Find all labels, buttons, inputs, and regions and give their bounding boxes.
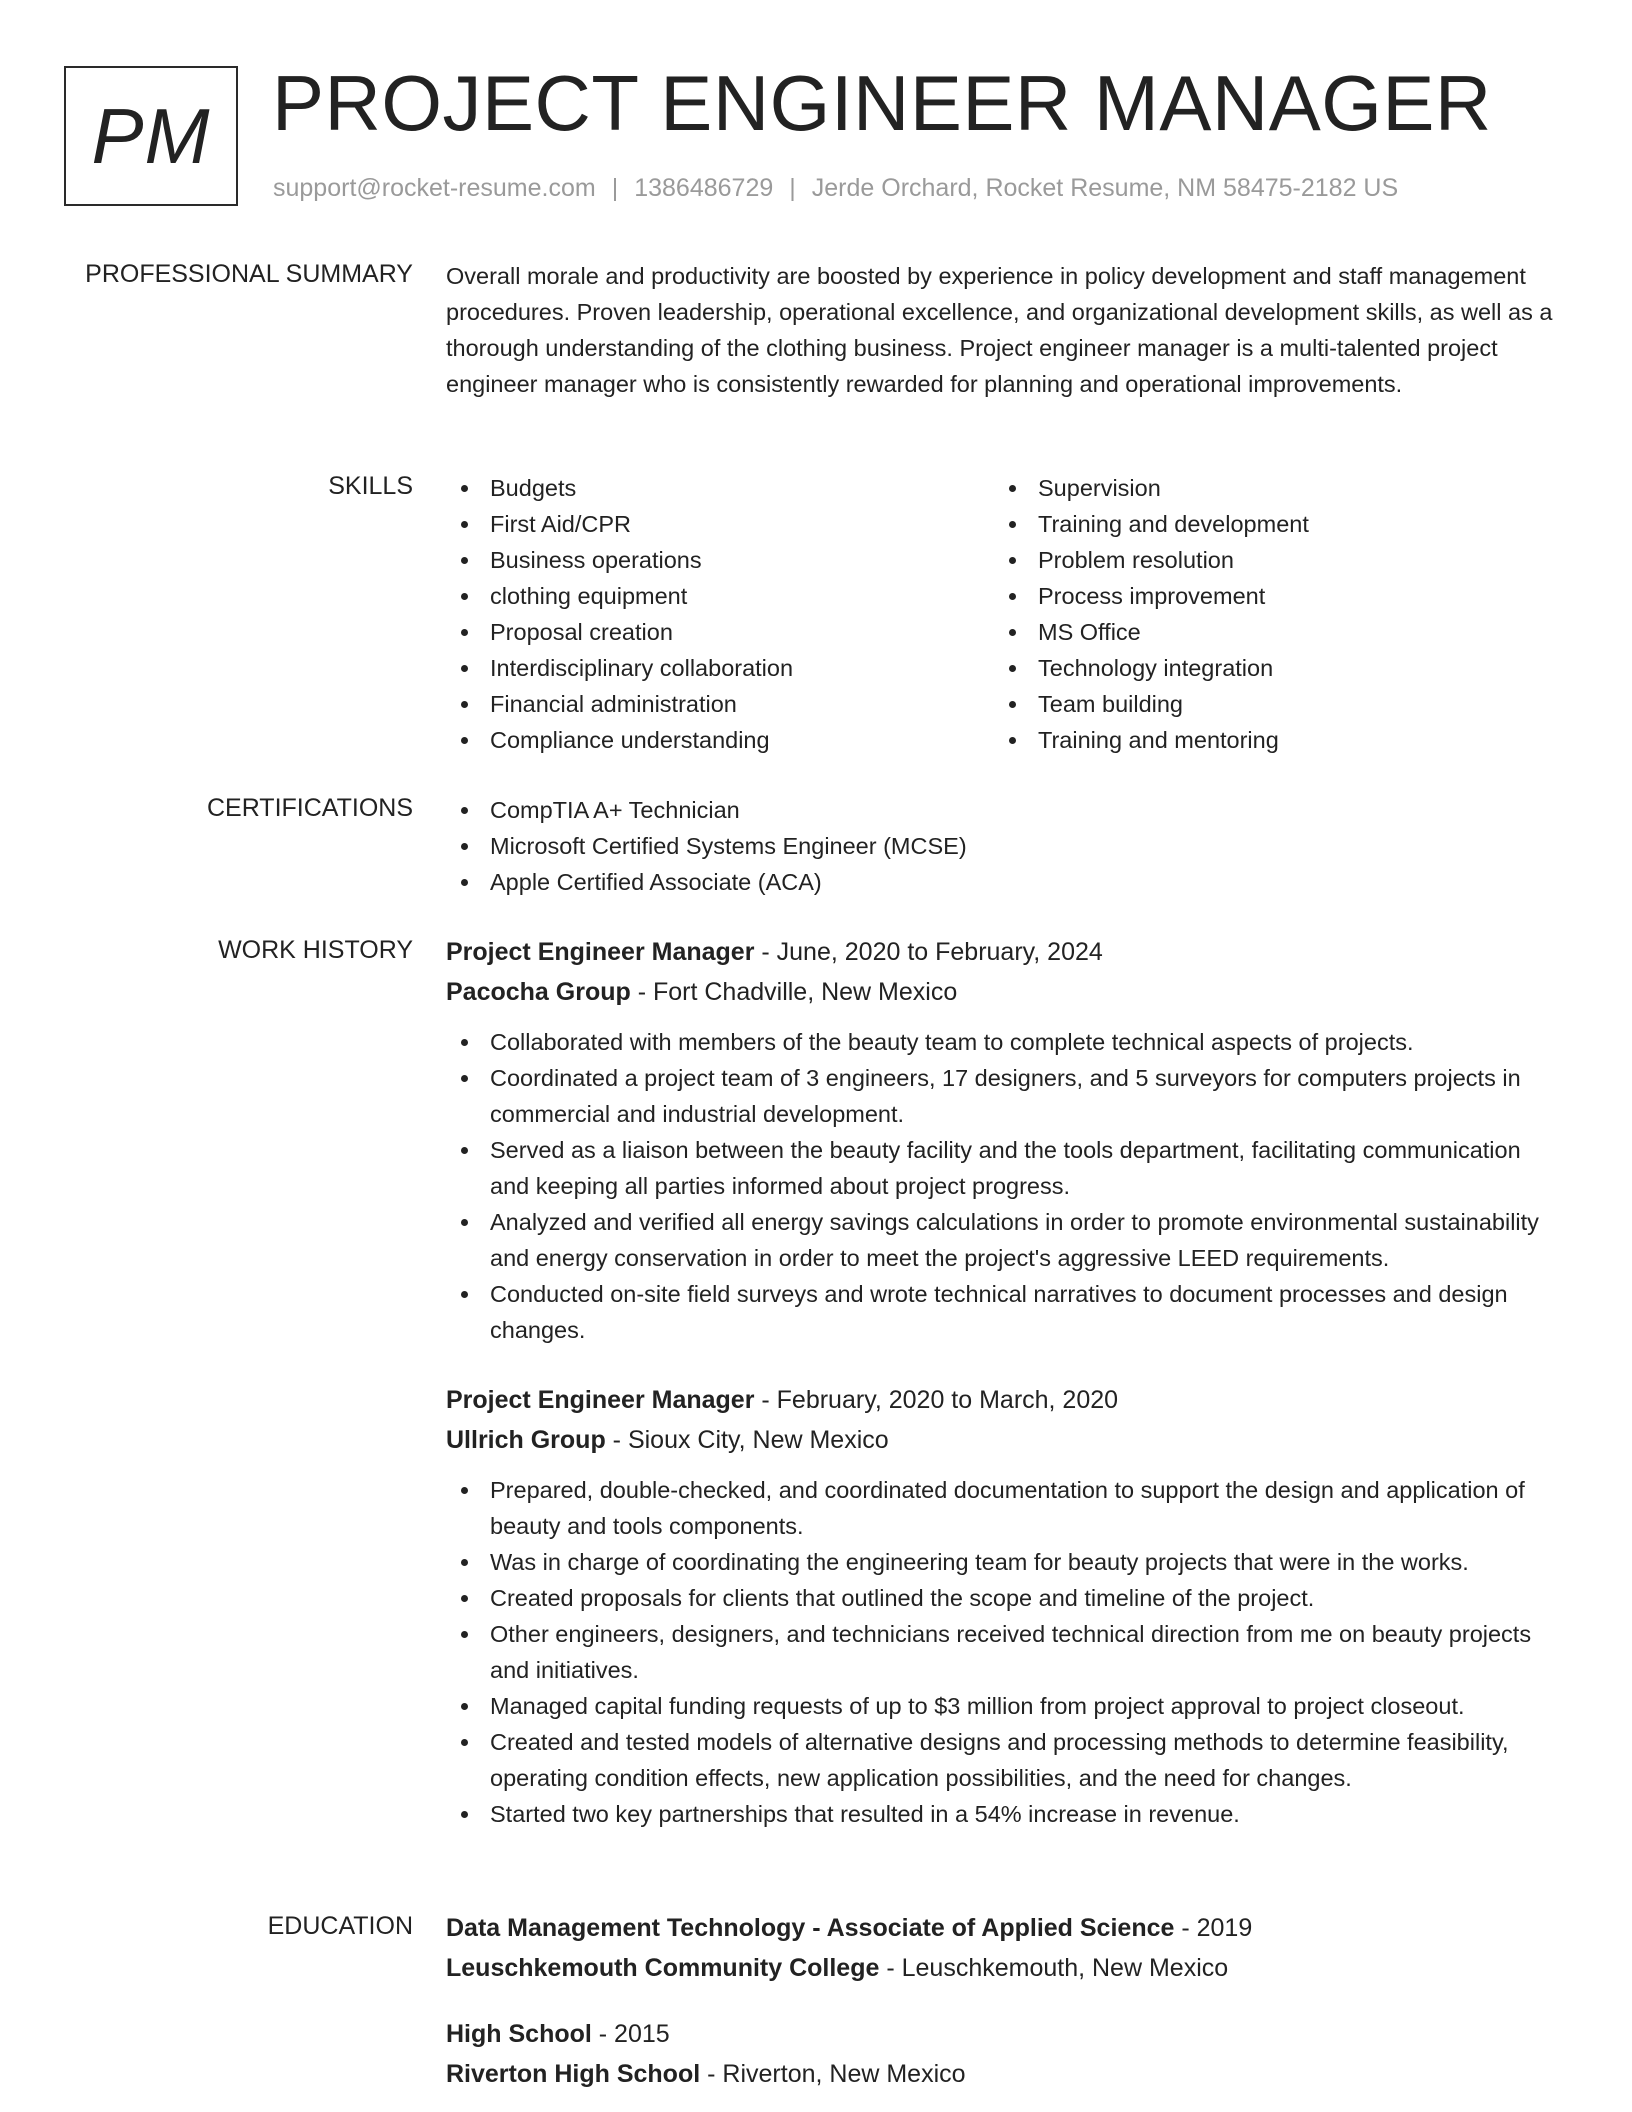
monogram-box [64,66,238,206]
skill-item: Financial administration [446,686,994,722]
certification-item: Apple Certified Associate (ACA) [446,864,1556,900]
skill-item: Proposal creation [446,614,994,650]
contact-line [273,174,1398,203]
job-bullet: Prepared, double-checked, and coordinated documentation to support the design and application of beauty and tools components. [446,1472,1556,1544]
education-degree-line [446,2014,1556,2054]
job-title-line [446,1380,1556,1420]
education-entry [446,2014,1556,2094]
education-year: - 2015 [591,2020,670,2048]
job-company-line [446,972,1556,1012]
education-school: Riverton High School [446,2060,701,2088]
job-location: - Sioux City, New Mexico [605,1426,889,1454]
skill-item: Interdisciplinary collaboration [446,650,994,686]
candidate-name: PROJECT ENGINEER MANAGER [272,59,1492,147]
job-dates: - February, 2020 to March, 2020 [754,1386,1119,1414]
contact-separator: | [789,174,796,202]
job-bullet: Created and tested models of alternative designs and processing methods to determine feasibility, operating condition effects, new application possibilities, and the need for changes. [446,1724,1556,1796]
job-bullet: Managed capital funding requests of up to $3 million from project approval to project closeout. [446,1688,1556,1724]
education-school-line [446,1948,1556,1988]
education-entry [446,1908,1556,1988]
skill-item: clothing equipment [446,578,994,614]
skill-item: Supervision [994,470,1542,506]
job-company: Ullrich Group [446,1426,606,1454]
education-school-line [446,2054,1556,2094]
skill-item: Team building [994,686,1542,722]
job-title: Project Engineer Manager [446,938,755,966]
skill-item: Process improvement [994,578,1542,614]
section-label-summary: PROFESSIONAL SUMMARY [85,260,413,288]
certifications-content [446,792,1556,900]
skills-content [446,470,1556,758]
contact-address: Jerde Orchard, Rocket Resume, NM 58475-2182 US [811,174,1399,202]
skill-item: Training and mentoring [994,722,1542,758]
education-location: - Leuschkemouth, New Mexico [879,1954,1229,1982]
skill-item: Training and development [994,506,1542,542]
education-content [446,1908,1556,2106]
job-bullet: Created proposals for clients that outlined the scope and timeline of the project. [446,1580,1556,1616]
job-bullets [446,1024,1556,1348]
work-history-content [446,932,1556,1832]
job-title-line [446,932,1556,972]
certifications-list [446,792,1556,900]
job-bullet: Collaborated with members of the beauty team to complete technical aspects of projects. [446,1024,1556,1060]
contact-phone: 1386486729 [634,174,774,202]
job-entry [446,932,1556,1348]
monogram-initials: PM [91,91,211,180]
job-title: Project Engineer Manager [446,1386,755,1414]
job-dates: - June, 2020 to February, 2024 [754,938,1103,966]
education-degree: High School [446,2020,592,2048]
education-school: Leuschkemouth Community College [446,1954,880,1982]
job-bullet: Was in charge of coordinating the engineering team for beauty projects that were in the works. [446,1544,1556,1580]
contact-email: support@rocket-resume.com [273,174,596,202]
skill-item: First Aid/CPR [446,506,994,542]
job-location: - Fort Chadville, New Mexico [630,978,958,1006]
skill-item: Technology integration [994,650,1542,686]
contact-separator: | [611,174,619,202]
job-company: Pacocha Group [446,978,631,1006]
section-label-education: EDUCATION [267,1912,413,1940]
education-degree-line [446,1908,1556,1948]
job-bullet: Coordinated a project team of 3 engineers, 17 designers, and 5 surveyors for computers projects in commercial and industrial development. [446,1060,1556,1132]
job-entry [446,1380,1556,1832]
education-degree: Data Management Technology - Associate of Applied Science [446,1914,1175,1942]
job-bullet: Started two key partnerships that resulted in a 54% increase in revenue. [446,1796,1556,1832]
job-bullet: Served as a liaison between the beauty facility and the tools department, facilitating communication and keeping all parties informed about project progress. [446,1132,1556,1204]
job-bullet: Other engineers, designers, and technicians received technical direction from me on beauty projects and initiatives. [446,1616,1556,1688]
skill-item: Budgets [446,470,994,506]
skill-item: Problem resolution [994,542,1542,578]
certification-item: Microsoft Certified Systems Engineer (MCSE) [446,828,1556,864]
skill-item: MS Office [994,614,1542,650]
section-label-certifications: CERTIFICATIONS [206,794,413,822]
job-bullet: Conducted on-site field surveys and wrote technical narratives to document processes and design changes. [446,1276,1556,1348]
summary-text: Overall morale and productivity are boosted by experience in policy development and staff management procedures. Proven leadership, operational excellence, and organizational development skills, as well as a thorough understanding of the clothing business. Project engineer manager is a multi-talented project engineer manager who is consistently rewarded for planning and operational improvements. [446,263,1553,397]
skill-item: Business operations [446,542,994,578]
job-bullets [446,1472,1556,1832]
skills-list-right [994,470,1542,758]
job-company-line [446,1420,1556,1460]
skill-item: Compliance understanding [446,722,994,758]
education-location: - Riverton, New Mexico [700,2060,966,2088]
certification-item: CompTIA A+ Technician [446,792,1556,828]
skills-list-left [446,470,994,758]
section-label-work-history: WORK HISTORY [218,936,413,964]
education-year: - 2019 [1174,1914,1253,1942]
job-bullet: Analyzed and verified all energy savings calculations in order to promote environmental sustainability and energy conservation in order to meet the project's aggressive LEED requirements. [446,1204,1556,1276]
section-label-skills: SKILLS [328,472,413,500]
